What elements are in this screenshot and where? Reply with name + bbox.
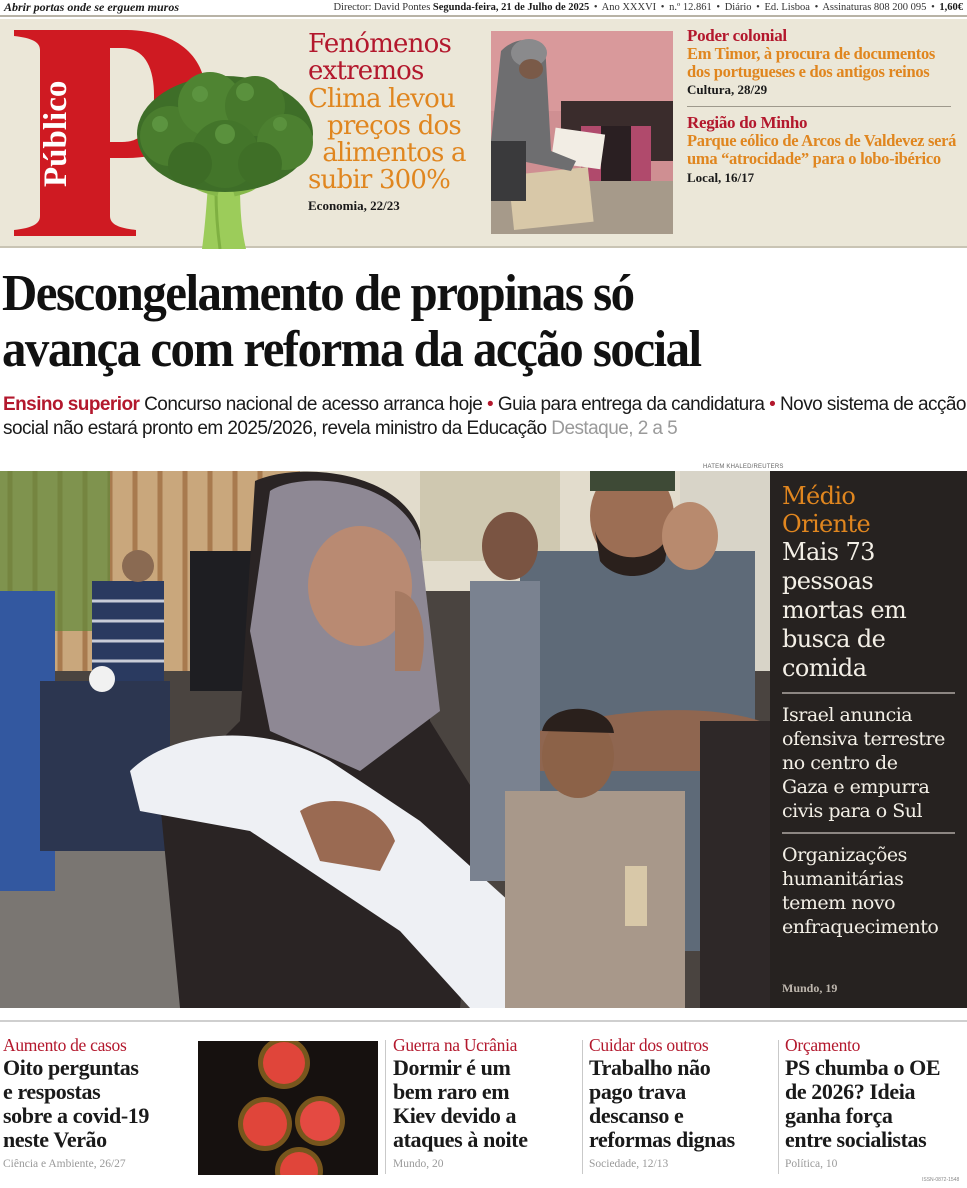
column-divider [582,1040,583,1174]
mideast-item: Organizações [782,843,907,866]
banner-side-stories [687,27,959,186]
masthead-strip [0,0,967,17]
feature-kicker: extremos [308,56,424,87]
lead-sub-2: Guia para entrega da candidatura [497,394,765,415]
feature-story[interactable] [308,31,480,212]
mideast-kicker: Oriente [782,509,871,538]
feature-headline: alimentos a [322,138,466,169]
mideast-headline: mortas em [782,596,907,625]
side-story[interactable] [687,114,959,185]
story-kicker: Cuidar dos outros [589,1035,709,1055]
coronavirus-image[interactable] [198,1041,378,1175]
mideast-item: ofensiva terrestre [782,727,945,750]
lead-sub-3: Novo sistema de acção social não estará pronto em 2025/2026, revela ministro da Educação [3,394,966,439]
bottom-story-care[interactable] [589,1036,774,1170]
mideast-item: no centro de [782,752,898,775]
mideast-headline: pessoas [782,567,874,596]
story-headline: Dormir é um bem raro em Kiev devido a ataques à noite [393,1055,528,1152]
story-section: Política, 10 [785,1158,838,1171]
lead-reference: Destaque, 2 a 5 [551,418,678,439]
bottom-story-budget[interactable] [785,1036,967,1170]
top-banner [0,19,967,248]
story-headline: PS chumba o OE de 2026? Ideia ganha força entre socialistas [785,1055,941,1152]
story-section: Sociedade, 12/13 [589,1158,669,1171]
subscriptions: Assinaturas 808 200 095 [822,2,927,13]
slogan: Abrir portas onde se erguem muros [4,0,180,14]
side-story[interactable] [687,27,959,98]
story-kicker: Região do Minho [687,113,808,133]
story-kicker: Guerra na Ucrânia [393,1035,518,1055]
divider [782,832,955,834]
lead-headline-line: Descongelamento de propinas só [2,265,634,322]
mideast-headline: busca de [782,625,886,654]
story-section: Local, 16/17 [687,169,755,185]
issue-number: n.º 12.861 [669,2,712,13]
story-headline: Parque eólico de Arcos de Valdevez será uma “atrocidade” para o lobo-ibérico [687,131,957,169]
price: 1,60€ [939,2,963,13]
story-section: Cultura, 28/29 [687,82,768,98]
mideast-headline: Mais 73 [782,538,875,567]
masthead-meta: Director: David Pontes Segunda-feira, 21 de Julho de 2025 • Ano XXXVI • n.º 12.861 • Diário • Ed. Lisboa • Assinaturas 808 200 095 • 1,60€ [333,2,963,13]
issn: ISSN-0872-1548 [922,1177,960,1183]
director: Director: David Pontes [333,2,431,13]
mideast-item: enfraquecimento [782,916,939,939]
publico-wordmark [38,37,74,187]
mideast-section: Mundo, 19 [782,981,838,995]
mideast-item: temem novo [782,892,896,915]
frequency: Diário [724,2,752,13]
mideast-item: humanitárias [782,868,904,891]
story-kicker: Poder colonial [687,26,787,45]
column-divider [385,1040,386,1174]
mideast-item: civis para o Sul [782,800,923,823]
feature-headline: preços dos [327,110,461,141]
broccoli-image[interactable] [130,64,320,249]
story-headline: Trabalho não pago trava descanso e reformas dignas [589,1055,735,1152]
feature-section: Economia, 22/23 [308,197,400,213]
divider [0,1020,967,1022]
bullet: • [769,394,776,415]
feature-headline: subir 300% [308,165,451,196]
lead-subheadline[interactable] [3,393,967,441]
bottom-story-ukraine[interactable] [393,1036,578,1170]
svg-text:Público: Público [38,80,74,187]
story-section: Mundo, 20 [393,1158,444,1171]
date: Segunda-feira, 21 de Julho de 2025 [432,2,590,13]
mideast-item: Gaza e empurra [782,776,930,799]
column-divider [778,1040,779,1174]
story-section: Ciência e Ambiente, 26/27 [3,1158,126,1171]
divider [687,106,951,107]
main-news-photo[interactable] [0,471,770,1008]
feature-kicker: Fenómenos [308,29,451,59]
story-headline: Oito perguntas e respostas sobre a covid-19 neste Verão [3,1055,149,1152]
lead-sub-1: Concurso nacional de acesso arranca hoje [144,394,483,415]
mideast-item: Israel anuncia [782,703,913,726]
divider [782,692,955,694]
year: Ano XXXVI [601,2,657,13]
mideast-kicker: Médio [782,482,856,510]
bullet: • [487,394,494,415]
timor-photo[interactable] [491,31,673,234]
lead-kicker: Ensino superior [3,394,140,415]
lead-headline[interactable] [2,266,909,378]
bottom-story-covid[interactable] [3,1036,193,1170]
mideast-panel[interactable] [770,471,967,1008]
story-kicker: Aumento de casos [3,1035,127,1055]
photo-credit: HATEM KHALED/REUTERS [703,464,784,470]
lead-headline-line: avança com reforma da acção social [2,321,701,378]
story-headline: Em Timor, à procura de documentos dos portugueses e dos antigos reinos [687,43,936,81]
story-kicker: Orçamento [785,1035,861,1055]
edition: Ed. Lisboa [764,2,810,13]
mideast-headline: comida [782,654,867,683]
feature-headline: Clima levou [308,83,455,114]
